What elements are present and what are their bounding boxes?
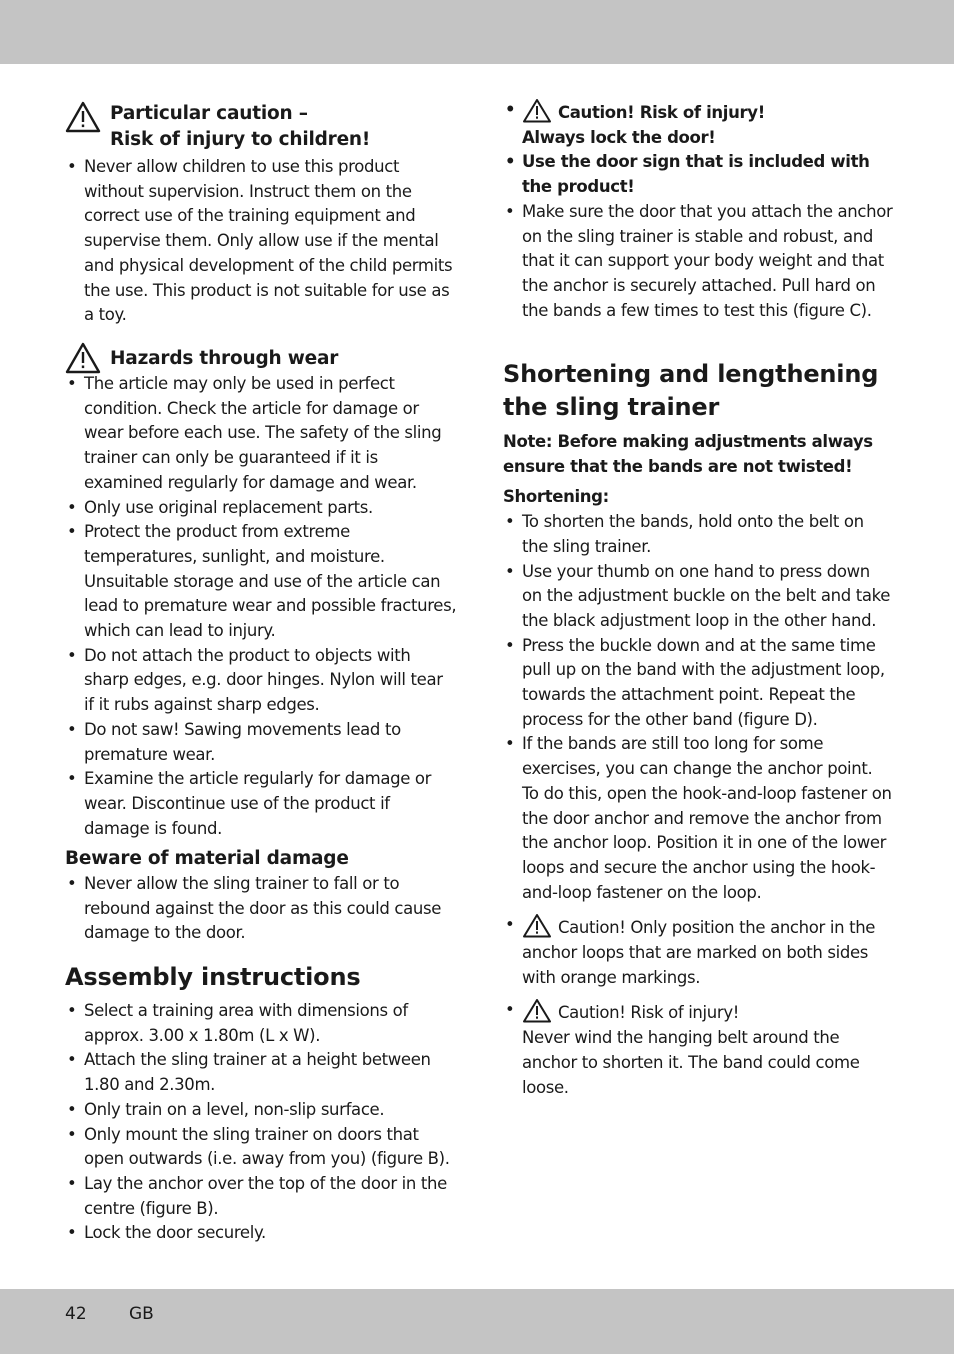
list-item: • Caution! Only position the anchor in the anchor loops that are marked on both sides with orange markings. — [503, 913, 893, 990]
list-item: • Press the buckle down and at the same time pull up on the band with the adjustment loop, towards the attachment point. Repeat the process for the other band (figure D). — [503, 634, 893, 733]
list-item: • Examine the article regularly for damage or wear. Discontinue use of the product if damage is found. — [65, 767, 457, 841]
list-item: • If the bands are still too long for some exercises, you can change the anchor point. To do this, open the hook-and-loop fastener on the door anchor and remove the anchor from the anchor loop. Position it in one of the lower loops and secure the anchor using the hook-and-loop fastener on the loop. — [503, 732, 893, 905]
list-item: • Never allow the sling trainer to fall or to rebound against the door as this could cause damage to the door. — [65, 872, 457, 946]
shortening-section — [503, 358, 893, 1100]
page-number: 42 — [65, 1304, 87, 1324]
door-safety-section — [503, 98, 893, 323]
list-item: • Lock the door securely. — [65, 1221, 457, 1246]
warning-icon — [522, 998, 552, 1023]
list-item: • Select a training area with dimensions of approx. 3.00 x 1.80m (L x W). — [65, 999, 457, 1048]
children-warning-heading: Particular caution – Risk of injury to children! — [65, 101, 457, 153]
material-damage-heading: Beware of material damage — [65, 848, 349, 869]
shortening-label: Shortening: — [503, 487, 609, 507]
material-damage-section — [65, 846, 457, 946]
warning-icon — [65, 101, 101, 133]
shortening-title: Shortening and lengthening the sling trainer — [503, 360, 879, 421]
list-item: • Use your thumb on one hand to press down on the adjustment buckle on the belt and take the black adjustment loop in the other hand. — [503, 560, 893, 634]
children-warning-section — [65, 101, 457, 328]
list-item: • Never allow children to use this product without supervision. Instruct them on the correct use of the training equipment and supervise them. Only allow use if the mental and physical development of the child permits the use. This product is not suitable for use as a toy. — [65, 155, 457, 328]
wear-hazards-section — [65, 346, 457, 841]
assembly-list — [65, 999, 457, 1246]
list-item: • Only use original replacement parts. — [65, 496, 457, 521]
adjustment-note: Note: Before making adjustments always ensure that the bands are not twisted! — [503, 432, 873, 476]
door-safety-list — [503, 98, 893, 323]
list-item: • Only train on a level, non-slip surface. — [65, 1098, 457, 1123]
list-item: • Do not attach the product to objects with sharp edges, e.g. door hinges. Nylon will tear if it rubs against sharp edges. — [65, 644, 457, 718]
language-code: GB — [129, 1304, 154, 1324]
wear-hazards-heading: Hazards through wear — [65, 346, 457, 372]
warning-icon — [522, 913, 552, 938]
wear-hazards-list — [65, 372, 457, 841]
warning-icon — [522, 98, 552, 123]
list-item: • Caution! Risk of injury! Never wind the hanging belt around the anchor to shorten it. The band could come loose. — [503, 998, 893, 1100]
list-item: • To shorten the bands, hold onto the belt on the sling trainer. — [503, 510, 893, 559]
header-bar — [0, 0, 954, 64]
assembly-title: Assembly instructions — [65, 963, 361, 991]
children-warning-list — [65, 155, 457, 328]
list-item: • Attach the sling trainer at a height between 1.80 and 2.30m. — [65, 1048, 457, 1097]
assembly-section — [65, 961, 457, 1246]
list-item: • Only mount the sling trainer on doors that open outwards (i.e. away from you) (figure B). — [65, 1123, 457, 1172]
list-item: • Caution! Risk of injury! Always lock the door! — [503, 98, 893, 150]
list-item: • Use the door sign that is included with the product! — [503, 150, 893, 199]
warning-icon — [65, 342, 101, 374]
list-item: • Protect the product from extreme temperatures, sunlight, and moisture. Unsuitable storage and use of the article can lead to premature wear and possible fractures, which can lead to injury. — [65, 520, 457, 644]
list-item: • The article may only be used in perfect condition. Check the article for damage or wear before each use. The safety of the sling trainer can only be guaranteed if it is examined regularly for damage and wear. — [65, 372, 457, 496]
material-damage-list — [65, 872, 457, 946]
list-item: • Lay the anchor over the top of the door in the centre (figure B). — [65, 1172, 457, 1221]
shortening-list — [503, 510, 893, 1100]
list-item: • Make sure the door that you attach the anchor on the sling trainer is stable and robust, and that it can support your body weight and that the anchor is securely attached. Pull hard on the bands a few times to test this (figure C). — [503, 200, 893, 324]
list-item: • Do not saw! Sawing movements lead to premature wear. — [65, 718, 457, 767]
